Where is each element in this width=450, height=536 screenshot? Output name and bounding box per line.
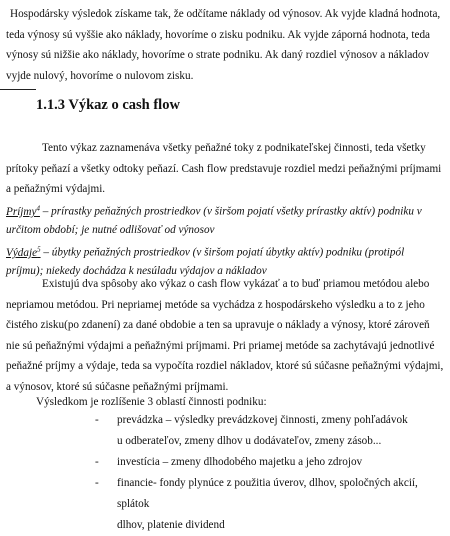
definition-term: Výdaje$^5$	[6, 244, 41, 259]
definition-text: – úbytky peňažných prostriedkov (v širšom pojatí úbytky aktív) podniku (protipól príjmu); niekedy dochádza k nesúladu výdajov a nákladov	[6, 246, 405, 278]
activity-areas-list	[0, 410, 450, 536]
definition-term: Príjmy$^4$	[6, 204, 40, 218]
heading-divider	[0, 89, 36, 90]
section-heading: 1.1.3 Výkaz o cash flow	[36, 97, 180, 113]
paragraph-methods: Existujú dva spôsoby ako výkaz o cash flow vykázať a to buď priamou metódou alebo nepriamou metódou. Pri nepriamej metóde sa vychádza z hospodárskeho výsledku a to z jeho čistého zisku(po zdanení) za dané obdobie a ten sa upravuje o náklady a výnosy, ktoré zároveň nie sú peňažnými výdajmi a peňažnými príjmami. Pri priamej metóde sa zachytávajú jednotlivé peňažné príjmy a výdaje, teda sa vypočíta rozdiel nákladov, ktoré sú súčasne peňažnými výdajmi, a výnosov, ktoré sú súčasne peňažnými príjmami.	[6, 278, 444, 393]
paragraph-profit-definition: Hospodársky výsledok získame tak, že odčítame náklady od výnosov. Ak vyjde kladná hodnota, teda výnosy sú vyššie ako náklady, hovoríme o zisku podniku. Ak vyjde záporná hodnota, teda výnosy sú nižšie ako náklady, hovoríme o strate podniku. Ak daný rozdiel výnosov a nákladov vyjde nulový, hovoríme o nulovom zisku.	[6, 8, 441, 82]
list-item: - investícia – zmeny dlhodobého majetku a jeho zdrojov	[95, 456, 363, 468]
paragraph-cash-flow-intro: Tento výkaz zaznamenáva všetky peňažné toky z podnikateľskej činnosti, teda všetky prítoky peňazí a všetky odtoky peňazí. Cash flow predstavuje rozdiel medzi peňažnými príjmami a peňažnými výdajmi.	[6, 142, 442, 195]
list-item: - prevádzka – výsledky prevádzkovej činnosti, zmeny pohľadávok u odberateľov, zmeny dlhov u dodávateľov, zmeny zásob...	[95, 414, 408, 447]
definitions-block	[6, 199, 444, 281]
paragraph-result: Výsledkom je rozlíšenie 3 oblastí činnosti podniku:	[36, 396, 267, 408]
definition-text: – prírastky peňažných prostriedkov (v širšom pojatí všetky prírastky aktív) podniku v určitom období; je nutné odlišovať od výnosov	[6, 205, 422, 237]
definition-income	[6, 199, 444, 240]
list-item: - financie- fondy plynúce z použitia úverov, dlhov, spoločných akcií, splátok dlhov, platenie dividend	[95, 477, 418, 531]
